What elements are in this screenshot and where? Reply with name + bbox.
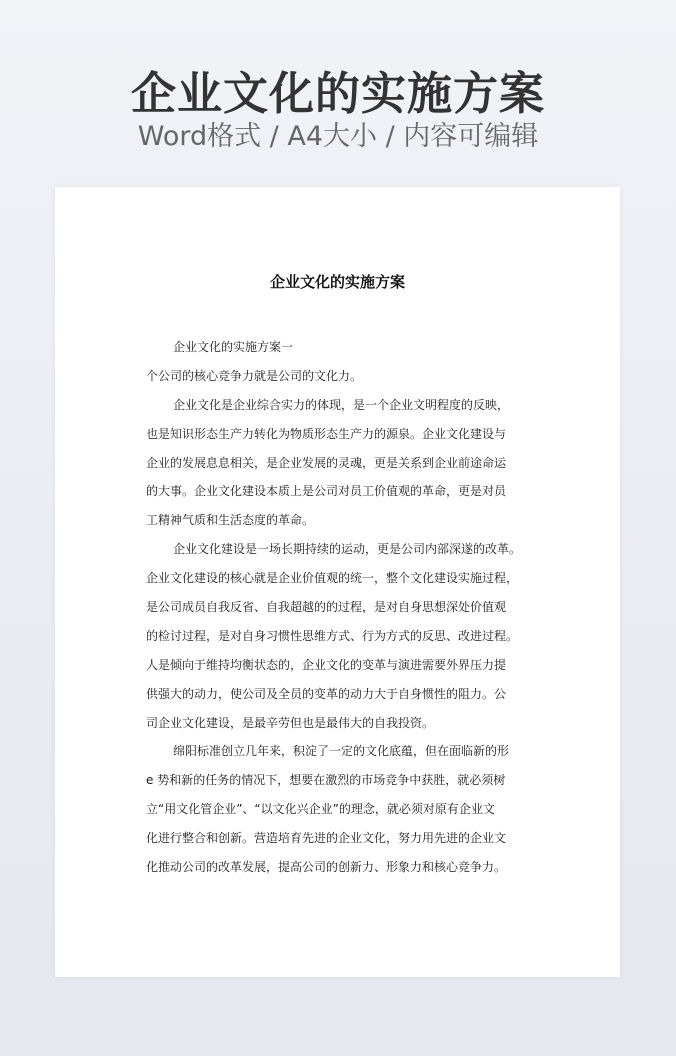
document-title: 企业文化的实施方案: [269, 273, 405, 291]
banner-title: 企业文化的实施方案: [130, 67, 545, 120]
document-line: 立“用文化管企业”、“以文化兴企业”的理念，就必须对原有企业文: [146, 802, 495, 817]
document-line: 也是知识形态生产力转化为物质形态生产力的源泉。企业文化建设与: [146, 426, 507, 441]
document-line: 绵阳标准创立几年来，积淀了一定的文化底蕴，但在面临新的形: [173, 744, 510, 759]
banner-subtitle: Word格式 / A4大小 / 内容可编辑: [137, 121, 539, 152]
document-line: e 势和新的任务的情况下，想要在激烈的市场竞争中获胜，就必须树: [146, 773, 506, 788]
document-line: 企业的发展息息相关，是企业发展的灵魂，更是关系到企业前途命运: [146, 455, 507, 470]
document-line: 企业文化建设是一场长期持续的运动，更是公司内部深遂的改革。: [173, 542, 522, 557]
document-line: 企业文化建设的核心就是企业价值观的统一，整个文化建设实施过程，: [146, 571, 519, 586]
document-line: 人是倾向于维持均衡状态的，企业文化的变革与演进需要外界压力提: [146, 657, 507, 672]
document-line: 司企业文化建设，是最辛劳但也是最伟大的自我投资。: [146, 715, 435, 730]
document-line: 是公司成员自我反省、自我超越的的过程，是对自身思想深处价值观: [146, 600, 507, 615]
document-body: [146, 333, 539, 882]
document-page: [55, 187, 620, 977]
document-line: 的检讨过程，是对自身习惯性思维方式、行为方式的反思、改进过程。: [146, 628, 519, 643]
document-line: 企业文化是企业综合实力的体现，是一个企业文明程度的反映，: [173, 397, 510, 412]
document-line: 化推动公司的改革发展，提高公司的创新力、形象力和核心竞争力。: [146, 860, 507, 875]
document-line: 供强大的动力，使公司及全员的变革的动力大于自身惯性的阻力。公: [146, 686, 507, 701]
document-line: 的大事。企业文化建设本质上是公司对员工价值观的革命，更是对员: [146, 484, 507, 499]
document-line: 化进行整合和创新。营造培育先进的企业文化，努力用先进的企业文: [146, 831, 507, 846]
document-line: 企业文化的实施方案一: [173, 340, 294, 354]
document-line: 工精神气质和生活态度的革命。: [146, 513, 315, 528]
document-line: 个公司的核心竞争力就是公司的文化力。: [146, 368, 363, 383]
